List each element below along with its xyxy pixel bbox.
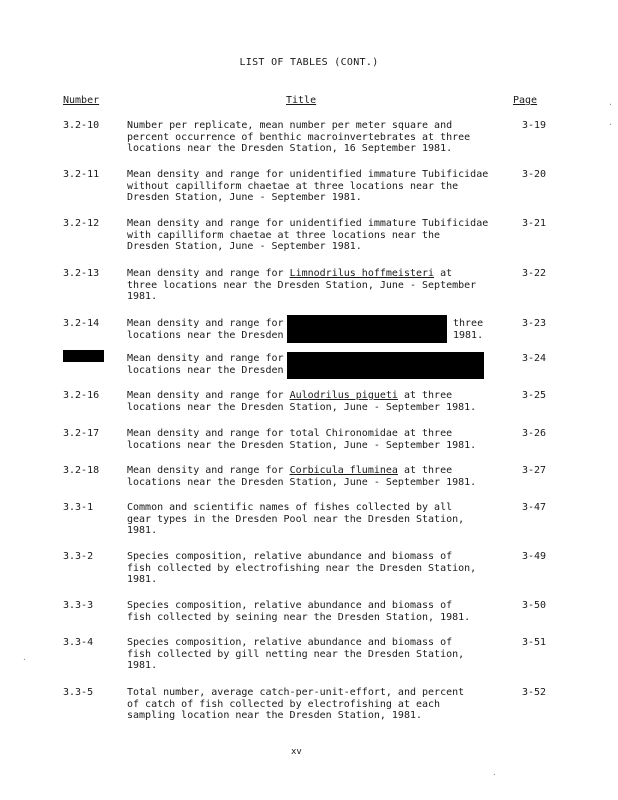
title-text: Mean density and range for — [127, 268, 290, 279]
entry-page: 3-52 — [522, 687, 547, 698]
entry-title — [127, 687, 497, 722]
entry-title-line: Species composition, relative abundance and biomass of — [127, 551, 453, 562]
entry-number: 3.2-16 — [63, 390, 100, 401]
entry-title-line: Common and scientific names of fishes collected by all — [127, 502, 453, 513]
redaction-bar — [63, 350, 104, 362]
page-title: LIST OF TABLES (CONT.) — [239, 57, 379, 68]
entry-page: 3-27 — [522, 465, 547, 476]
entry-page: 3-25 — [522, 390, 547, 401]
entry-title — [127, 218, 497, 253]
entry-title — [127, 169, 497, 204]
entry-number: 3.3-5 — [63, 687, 94, 698]
entry-title-line: Mean density and range for — [127, 318, 284, 329]
entry-number: 3.3-2 — [63, 551, 94, 562]
species-name: Limnodrilus hoffmeisteri — [289, 268, 435, 279]
entry-page: 3-24 — [522, 353, 547, 364]
entry-page: 3-47 — [522, 502, 547, 513]
entry-number: 3.3-3 — [63, 600, 94, 611]
entry-title-line: percent occurrence of benthic macroinvertebrates at three — [127, 131, 471, 143]
entry-page: 3-23 — [522, 318, 547, 329]
entry-title-line: 1981. — [127, 525, 158, 537]
entry-title-line: Mean density and range for — [127, 353, 284, 364]
entry-title-line: gear types in the Dresden Pool near the Dresden Station, — [127, 513, 465, 525]
entry-number: 3.2-14 — [63, 318, 100, 329]
entry-number: 3.3-1 — [63, 502, 94, 513]
entry-title-line — [127, 268, 497, 280]
entry-number: 3.2-17 — [63, 428, 100, 439]
entry-title-fragment: 1981. — [453, 329, 484, 341]
entry-title-line: Species composition, relative abundance and biomass of — [127, 637, 453, 648]
entry-title-line: sampling location near the Dresden Station, 1981. — [127, 710, 423, 722]
title-text: at three — [397, 390, 453, 401]
entry-title-line: 1981. — [127, 291, 158, 303]
title-text: Mean density and range for — [127, 465, 290, 476]
entry-title-line: Dresden Station, June - September 1981. — [127, 241, 362, 253]
species-name: Aulodrilus pigueti — [289, 390, 398, 401]
entry-title — [127, 551, 497, 586]
scan-speck: · — [22, 655, 27, 664]
entry-title — [127, 600, 497, 623]
entry-title-line: fish collected by electrofishing near the Dresden Station, — [127, 562, 477, 574]
entry-title-line: Total number, average catch-per-unit-effort, and percent — [127, 687, 465, 698]
entry-page: 3-26 — [522, 428, 547, 439]
entry-title-line: locations near the Dresden Station, June - September 1981. — [127, 476, 477, 488]
entry-title-line: without capilliform chaetae at three locations near the — [127, 180, 459, 192]
entry-page: 3-19 — [522, 120, 547, 131]
redaction-bar — [287, 352, 484, 379]
entry-page: 3-20 — [522, 169, 547, 180]
entry-number: 3.2-12 — [63, 218, 100, 229]
entry-title-line: fish collected by seining near the Dresden Station, 1981. — [127, 611, 471, 623]
entry-page: 3-51 — [522, 637, 547, 648]
entry-number: 3.2-18 — [63, 465, 100, 476]
scan-speck: · — [492, 770, 497, 779]
title-text: Mean density and range for — [127, 390, 290, 401]
entry-title-line: of catch of fish collected by electrofishing at each — [127, 698, 441, 710]
entry-title — [127, 120, 497, 155]
redaction-bar — [287, 315, 447, 343]
entry-title-line: Number per replicate, mean number per meter square and — [127, 120, 453, 131]
entry-title — [127, 502, 497, 537]
entry-title-line: Mean density and range for total Chironomidae at three — [127, 428, 453, 439]
entry-page: 3-49 — [522, 551, 547, 562]
entry-page: 3-50 — [522, 600, 547, 611]
scan-speck: · — [608, 120, 613, 129]
entry-title-line: locations near the Dresden — [127, 364, 284, 376]
entry-number: 3.3-4 — [63, 637, 94, 648]
entry-title — [127, 637, 497, 672]
entry-title-line: locations near the Dresden Station, 16 September 1981. — [127, 143, 453, 155]
header-number: Number — [63, 95, 100, 106]
entry-title — [127, 465, 497, 488]
title-text: at three — [397, 465, 453, 476]
entry-page: 3-22 — [522, 268, 547, 279]
entry-title-line: 1981. — [127, 574, 158, 586]
entry-title-line: Species composition, relative abundance and biomass of — [127, 600, 453, 611]
entry-title-line: 1981. — [127, 660, 158, 672]
entry-title-line: with capilliform chaetae at three locations near the — [127, 229, 441, 241]
entry-title-line: locations near the Dresden — [127, 329, 284, 341]
entry-title-line: locations near the Dresden Station, June - September 1981. — [127, 401, 477, 413]
entry-title-line — [127, 390, 497, 402]
header-title: Title — [286, 95, 317, 106]
entry-page: 3-21 — [522, 218, 547, 229]
entry-title-line: Mean density and range for unidentified immature Tubificidae — [127, 169, 489, 180]
scan-speck: · — [608, 100, 613, 109]
entry-title — [127, 428, 497, 451]
entry-number: 3.2-11 — [63, 169, 100, 180]
entry-title-line: three locations near the Dresden Station, June - September — [127, 279, 477, 291]
entry-title — [127, 268, 497, 303]
entry-title-line: Dresden Station, June - September 1981. — [127, 192, 362, 204]
entry-title-line: Mean density and range for unidentified immature Tubificidae — [127, 218, 489, 229]
title-text: at — [434, 268, 453, 279]
entry-title — [127, 390, 497, 413]
entry-number: 3.2-13 — [63, 268, 100, 279]
entry-title-line — [127, 465, 497, 477]
entry-title-line: fish collected by gill netting near the Dresden Station, — [127, 648, 465, 660]
entry-title-line: locations near the Dresden Station, June - September 1981. — [127, 439, 477, 451]
species-name: Corbicula fluminea — [289, 465, 398, 476]
page-number-footer: xv — [291, 747, 302, 757]
header-page: Page — [513, 95, 538, 106]
entry-title-fragment: three — [453, 318, 484, 329]
entry-number: 3.2-10 — [63, 120, 100, 131]
